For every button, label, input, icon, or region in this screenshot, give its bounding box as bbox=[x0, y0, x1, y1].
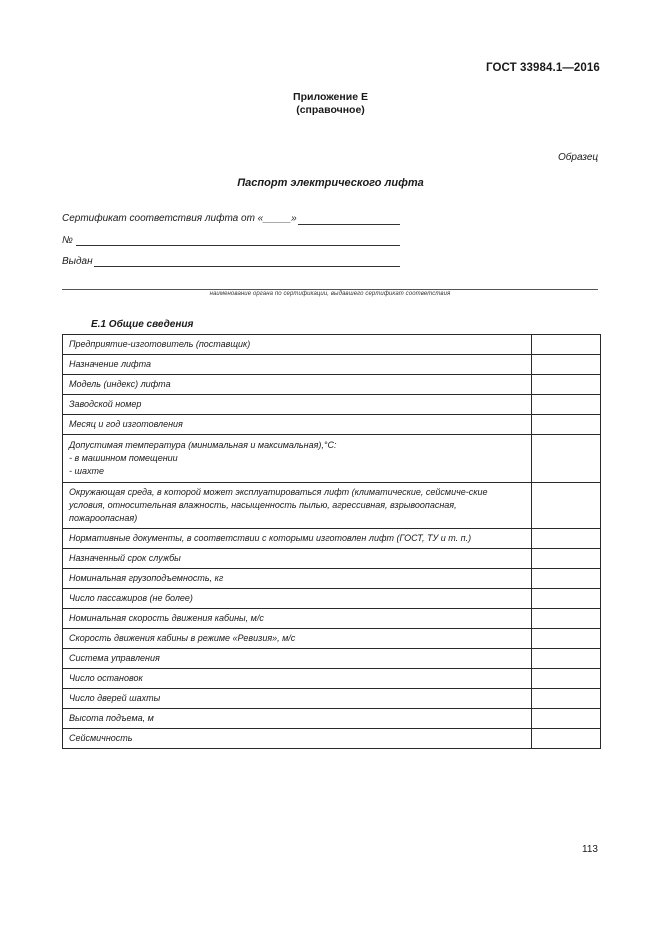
row-label: Скорость движения кабины в режиме «Ревизия», м/с bbox=[63, 629, 532, 649]
table-row bbox=[63, 689, 601, 709]
certificate-day-blank[interactable]: _____ bbox=[263, 213, 292, 224]
row-value-cell[interactable] bbox=[532, 529, 601, 549]
certificate-line bbox=[62, 213, 297, 224]
row-value-cell[interactable] bbox=[532, 435, 601, 483]
table-row bbox=[63, 709, 601, 729]
certificate-text: Сертификат соответствия лифта от « bbox=[62, 213, 264, 224]
row-value-cell[interactable] bbox=[532, 375, 601, 395]
table-row bbox=[63, 335, 601, 355]
issuing-body-field[interactable] bbox=[62, 289, 598, 290]
row-sublabel: - в машинном помещении bbox=[69, 453, 178, 463]
table-row bbox=[63, 549, 601, 569]
row-value-cell[interactable] bbox=[532, 629, 601, 649]
row-label: Заводской номер bbox=[63, 395, 532, 415]
document-code: ГОСТ 33984.1—2016 bbox=[486, 62, 600, 74]
row-value-cell[interactable] bbox=[532, 355, 601, 375]
row-label: Номинальная скорость движения кабины, м/с bbox=[63, 609, 532, 629]
row-value-cell[interactable] bbox=[532, 395, 601, 415]
table-row bbox=[63, 415, 601, 435]
row-label: Окружающая среда, в которой может эксплуатироваться лифт (климатические, сейсмиче-ские условия, относительная влажность, насыщенность пылью, агрессивная, взрывоопасная, пожароопасная) bbox=[63, 483, 532, 529]
row-value-cell[interactable] bbox=[532, 649, 601, 669]
row-label: Сейсмичность bbox=[63, 729, 532, 749]
row-label: Нормативные документы, в соответствии с которыми изготовлен лифт (ГОСТ, ТУ и т. п.) bbox=[63, 529, 532, 549]
row-label: Число остановок bbox=[63, 669, 532, 689]
row-value-cell[interactable] bbox=[532, 709, 601, 729]
table-row bbox=[63, 375, 601, 395]
row-value-cell[interactable] bbox=[532, 729, 601, 749]
table-row bbox=[63, 589, 601, 609]
appendix-heading bbox=[0, 91, 661, 117]
table-row bbox=[63, 649, 601, 669]
row-label: Система управления bbox=[63, 649, 532, 669]
table-row bbox=[63, 529, 601, 549]
sample-label: Образец bbox=[558, 152, 599, 163]
table-row bbox=[63, 355, 601, 375]
row-value-cell[interactable] bbox=[532, 609, 601, 629]
row-value-cell[interactable] bbox=[532, 669, 601, 689]
table-row bbox=[63, 669, 601, 689]
number-label: № bbox=[62, 235, 73, 246]
table-row bbox=[63, 729, 601, 749]
row-label: Допустимая температура (минимальная и максимальная),°С: bbox=[69, 440, 337, 450]
row-label: Номинальная грузоподъемность, кг bbox=[63, 569, 532, 589]
row-value-cell[interactable] bbox=[532, 549, 601, 569]
table-row bbox=[63, 569, 601, 589]
row-label: Модель (индекс) лифта bbox=[63, 375, 532, 395]
row-label: Месяц и год изготовления bbox=[63, 415, 532, 435]
row-sublabel: - шахте bbox=[69, 466, 104, 476]
table-row bbox=[63, 435, 601, 483]
table-row bbox=[63, 483, 601, 529]
passport-title: Паспорт электрического лифта bbox=[237, 177, 424, 189]
section-title: Е.1 Общие сведения bbox=[91, 319, 194, 330]
row-value-cell[interactable] bbox=[532, 483, 601, 529]
row-label: Высота подъема, м bbox=[63, 709, 532, 729]
row-label: Назначение лифта bbox=[63, 355, 532, 375]
certificate-date-field[interactable] bbox=[298, 224, 400, 225]
certificate-close-quote: » bbox=[291, 213, 297, 224]
appendix-subtitle: (справочное) bbox=[296, 104, 365, 116]
row-label: Число пассажиров (не более) bbox=[63, 589, 532, 609]
table-row bbox=[63, 629, 601, 649]
appendix-title: Приложение Е bbox=[293, 91, 368, 103]
issued-field[interactable] bbox=[94, 266, 400, 267]
issuing-body-caption: наименование органа по сертификации, выдавшего сертификат соответствия bbox=[209, 291, 451, 297]
number-field[interactable] bbox=[76, 245, 400, 246]
row-label-group bbox=[63, 435, 532, 483]
row-value-cell[interactable] bbox=[532, 569, 601, 589]
general-info-table bbox=[62, 334, 601, 749]
row-value-cell[interactable] bbox=[532, 689, 601, 709]
row-label: Число дверей шахты bbox=[63, 689, 532, 709]
row-value-cell[interactable] bbox=[532, 335, 601, 355]
row-value-cell[interactable] bbox=[532, 415, 601, 435]
row-value-cell[interactable] bbox=[532, 589, 601, 609]
page-number: 113 bbox=[582, 844, 598, 855]
table-row bbox=[63, 395, 601, 415]
table-row bbox=[63, 609, 601, 629]
issued-label: Выдан bbox=[62, 256, 93, 267]
row-label: Предприятие-изготовитель (поставщик) bbox=[63, 335, 532, 355]
row-label: Назначенный срок службы bbox=[63, 549, 532, 569]
